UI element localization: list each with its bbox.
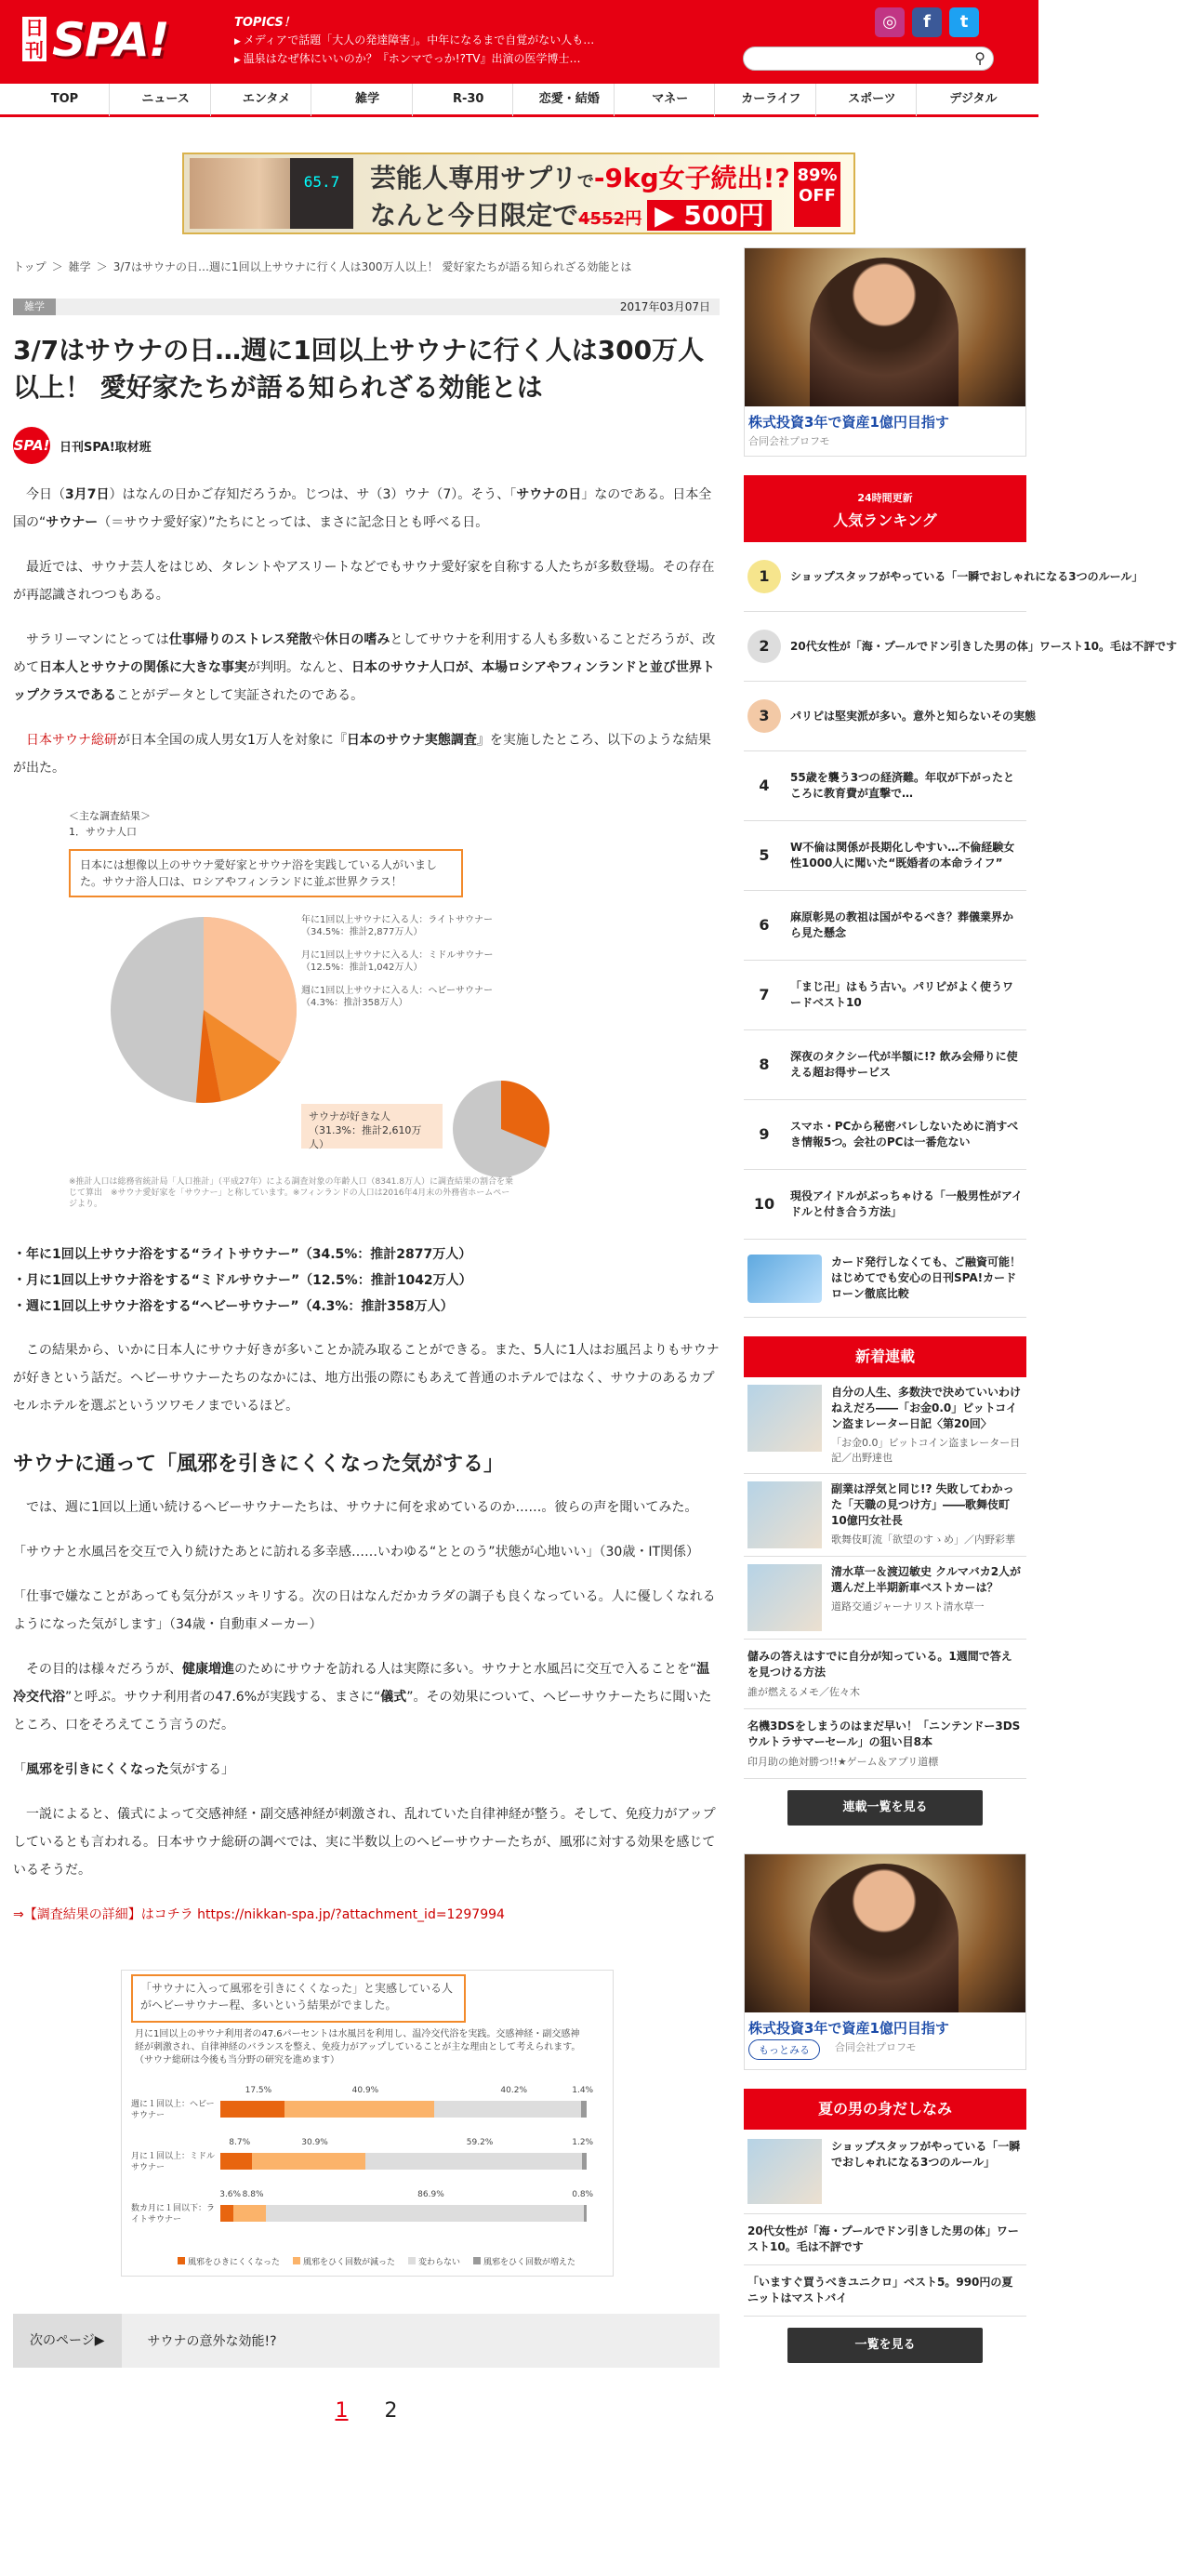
sidebar-ad[interactable] bbox=[744, 247, 1026, 457]
logo-spa: SPA! bbox=[52, 13, 169, 67]
main-nav bbox=[0, 84, 1038, 117]
bar-segment bbox=[434, 2101, 581, 2118]
ranking-item[interactable] bbox=[744, 1170, 1026, 1240]
series-title: 清水草一＆渡辺敏史 クルマバカ2人が選んだ上半期新車ベストカーは？ bbox=[831, 1565, 1022, 1594]
page-2[interactable]: 2 bbox=[384, 2399, 398, 2423]
ranking-item[interactable] bbox=[744, 542, 1144, 612]
series-title: 儲みの答えはすでに自分が知っている。1週間で答えを見つける方法 bbox=[747, 1650, 1012, 1679]
nav-entame[interactable]: エンタメ bbox=[222, 83, 311, 116]
legend-item: 変わらない bbox=[408, 2255, 460, 2267]
survey-detail-link[interactable]: ⇒【調査結果の詳細】はコチラ https://nikkan-spa.jp/?attachment_id=1297994 bbox=[13, 1907, 505, 1922]
bar-segment bbox=[252, 2153, 365, 2170]
pagination bbox=[13, 2399, 720, 2423]
series-item[interactable] bbox=[744, 1377, 1026, 1474]
stacked-bar bbox=[220, 2153, 587, 2170]
bar-value-label: 59.2% bbox=[466, 2138, 494, 2147]
list-item: ・年に1回以上サウナ浴をする“ライトサウナー”（34.5%：推計2877万人） bbox=[13, 1247, 472, 1262]
search-icon[interactable]: ⚲ bbox=[974, 49, 985, 67]
rank-title: W不倫は関係が長期化しやすい…不倫経験女性1000人に聞いた“既婚者の本命ライフ” bbox=[790, 841, 1015, 870]
bar-value-label: 30.9% bbox=[301, 2138, 328, 2147]
fig2-description: 月に1回以上のサウナ利用者の47.6パーセントは水風呂を利用し、温冷交代浴を実践。交感神経・副交感神経が刺激され、自律神経のバランスを整え、免疫力がアップしていることが主な理由として考えられます。（サウナ総研は今後も当分野の研究を進めます） bbox=[135, 2029, 581, 2065]
bar-segment bbox=[266, 2205, 584, 2222]
bar-segment bbox=[220, 2101, 284, 2118]
list-item: ・月に1回以上サウナ浴をする“ミドルサウナー”（12.5%：推計1042万人） bbox=[13, 1273, 472, 1288]
ad-discount: 89% OFF bbox=[794, 162, 840, 227]
credit-card-icon bbox=[747, 1255, 822, 1303]
bar-values bbox=[220, 2086, 594, 2099]
article-meta bbox=[13, 299, 720, 315]
banner-ad[interactable] bbox=[182, 153, 855, 234]
pie-chart bbox=[106, 912, 301, 1108]
fav-pie bbox=[450, 1078, 552, 1180]
bar-segment bbox=[582, 2153, 587, 2170]
paragraph: では、週に1回以上通い続けるヘビーサウナーたちは、サウナに何を求めているのか……。彼らの声を聞いてみた。 bbox=[13, 1500, 698, 1515]
rank-title: パリピは堅実派が多い。意外と知らないその実態 bbox=[790, 710, 1037, 723]
fig2-legend bbox=[178, 2255, 575, 2267]
page-1[interactable]: 1 bbox=[335, 2399, 349, 2423]
bar-segment bbox=[233, 2205, 266, 2222]
bar-segment bbox=[220, 2153, 252, 2170]
topic-link[interactable]: ▶ メディアで話題「大人の発達障害」。中年になるまで自覚がない人も… bbox=[234, 32, 594, 50]
search-box bbox=[743, 46, 994, 71]
ad-image bbox=[745, 248, 1025, 406]
rank-number: 8 bbox=[759, 1056, 770, 1073]
nav-money[interactable]: マネー bbox=[626, 83, 715, 116]
paragraph: 一説によると、儀式によって交感神経・副交感神経が刺激され、乱れていた自律神経が整う。そして、免疫力がアップしているとも言われる。日本サウナ総研の調べでは、実に半数以上のヘビーサウナーたちが、風邪に対する効果を感じているそうだ。 bbox=[13, 1807, 716, 1878]
ad-title: 株式投資3年で資産1億円目指す bbox=[748, 414, 949, 431]
cold-effect-figure[interactable] bbox=[121, 1970, 614, 2277]
series-item[interactable] bbox=[744, 1474, 1026, 1557]
summer-item[interactable]: ショップスタッフがやっている「一瞬でおしゃれになる3つのルール」 bbox=[744, 2130, 1026, 2214]
bar-row-middle bbox=[131, 2134, 596, 2186]
breadcrumb-category[interactable]: 雑学 bbox=[68, 260, 91, 273]
follow-button[interactable]: もっとみる bbox=[748, 2039, 820, 2060]
bar-row-label: 週に１回以上：ヘビーサウナー bbox=[131, 2100, 215, 2120]
pie-label-heavy: 週に1回以上サウナに入る人：ヘビーサウナー （4.3%：推計358万人） bbox=[301, 986, 493, 1008]
quote: 「サウナと水風呂を交互で入り続けたあとに訪れる多幸感……いわゆる“ととのう”状態が心地いい」（30歳・IT関係） bbox=[13, 1545, 699, 1560]
social-links bbox=[875, 7, 979, 37]
summer-item[interactable]: 「いますぐ買うべきユニクロ」ベスト5。990円の夏ニットはマストバイ bbox=[744, 2265, 1026, 2317]
series-item[interactable] bbox=[744, 1640, 1026, 1709]
sidebar bbox=[744, 247, 1177, 2374]
topics-label: TOPICS！ bbox=[234, 16, 296, 30]
fig-highlight-box: 日本には想像以上のサウナ愛好家とサウナ浴を実践している人がいました。サウナ浴人口は、ロシアやフィンランドに並ぶ世界クラス！ bbox=[69, 849, 463, 897]
section-heading: サウナに通って「風邪を引きにくくなった気がする」 bbox=[13, 1453, 505, 1476]
paragraph: サラリーマンにとっては仕事帰りのストレス発散や休日の嗜みとしてサウナを利用する人も多数いることだろうが、改めて日本人とサウナの関係に大きな事実が判明。なんと、日本のサウナ人口が、本場ロシアやフィンランドと並び世界トップクラスであることがデータとして実証されたのである。 bbox=[13, 632, 716, 703]
ad-title: 株式投資3年で資産1億円目指す bbox=[748, 2020, 949, 2037]
series-name: 「お金0.0」ビットコイン盗まレーター日記／出野達也 bbox=[831, 1437, 1021, 1464]
legend-item: 風邪をひきにくくなった bbox=[178, 2255, 280, 2267]
rank-number: 4 bbox=[759, 777, 770, 794]
ad-sponsor: 合同会社プロフモ bbox=[748, 435, 830, 447]
rank-title: 20代女性が「海・プールでドン引きした男の体」ワースト10。毛は不評です bbox=[790, 640, 1177, 653]
ad-scale: 65.7 bbox=[290, 158, 353, 229]
card-loan-ad[interactable]: カード発行しなくても、ご融資可能！はじめてでも安心の日刊SPA!カードローン徹底比較 bbox=[744, 1240, 1026, 1318]
bar-value-label: 3.6% bbox=[219, 2190, 242, 2199]
rank-number: 5 bbox=[759, 846, 770, 864]
rank-title: 麻原彰晃の教祖は国がやるべき？葬儀業界から見た懸念 bbox=[790, 910, 1014, 939]
bar-segment bbox=[220, 2205, 233, 2222]
ranking-item[interactable] bbox=[744, 612, 1177, 682]
rank-number: 7 bbox=[759, 986, 770, 1003]
nav-news[interactable]: ニュース bbox=[122, 83, 211, 116]
bar-row-light bbox=[131, 2186, 596, 2238]
stacked-bar bbox=[220, 2205, 587, 2222]
ranking-item[interactable] bbox=[744, 1030, 1026, 1100]
series-name: 道路交通ジャーナリスト清水草一 bbox=[831, 1600, 985, 1613]
next-page-link[interactable] bbox=[13, 2314, 720, 2368]
series-title: 副業は浮気と同じ!? 失敗してわかった「天職の見つけ方」――歌舞伎町10億円女社長 bbox=[831, 1482, 1014, 1527]
author-name[interactable]: 日刊SPA!取材班 bbox=[60, 440, 152, 455]
ranking-header: 24時間更新 人気ランキング bbox=[744, 475, 1026, 542]
paragraph: 最近では、サウナ芸人をはじめ、タレントやアスリートなどでもサウナ愛好家を自称する人たちが多数登場。その存在が再認識されつつもある。 bbox=[13, 560, 715, 603]
fig-caption: ＜主な調査結果＞ bbox=[69, 810, 151, 822]
topic-link[interactable]: ▶ 温泉はなぜ体にいいのか？『ホンマでっか!?TV』出演の医学博士… bbox=[234, 50, 594, 69]
series-title: 自分の人生、多数決で決めていいわけねえだろ――「お金0.0」ビットコイン盗まレーター日記〈第20回〉 bbox=[831, 1386, 1022, 1430]
result-list bbox=[13, 1242, 720, 1320]
rank-number: 1 bbox=[747, 560, 781, 593]
bar-value-label: 1.2% bbox=[572, 2138, 594, 2147]
bar-value-label: 0.8% bbox=[572, 2190, 594, 2199]
survey-figure[interactable] bbox=[69, 808, 655, 1236]
paragraph: 日本サウナ総研が日本全国の成人男女1万人を対象に『日本のサウナ実態調査』を実施したところ、以下のような結果が出た。 bbox=[13, 733, 711, 776]
nav-r30[interactable]: R-30 bbox=[424, 83, 513, 116]
ranking-item[interactable] bbox=[744, 961, 1026, 1030]
ranking-item[interactable] bbox=[744, 751, 1026, 821]
bar-values bbox=[220, 2138, 594, 2151]
summer-header: 夏の男の身だしなみ bbox=[744, 2089, 1026, 2130]
pie-label-middle: 月に1回以上サウナに入る人：ミドルサウナー （12.5%：推計1,042万人） bbox=[301, 950, 494, 973]
nav-carlife[interactable]: カーライフ bbox=[727, 83, 816, 116]
fig-note: ※推計人口は総務省統計局「人口推計」（平成27年）による調査対象の年齢人口（8341.8万人）に調査結果の割合を乗じて算出 ※サウナ愛好家を「サウナー」と称しています。※フィンランドの人口は2016年4月末の外務省ホームページより。 bbox=[69, 1177, 513, 1209]
ad-image bbox=[745, 1854, 1025, 2012]
item-thumbnail bbox=[747, 2139, 822, 2204]
article-main bbox=[13, 247, 720, 2423]
paragraph: 今日（3月7日）はなんの日かご存知だろうか。じつは、サ（3）ウナ（7）。そう、「サウナの日」なのである。日本全国の“サウナー（＝サウナ愛好家）”たちにとっては、まさに記念日とも呼べる日。 bbox=[13, 487, 712, 530]
nav-digital[interactable]: デジタル bbox=[949, 91, 998, 106]
rank-title: ショップスタッフがやっている「一瞬でおしゃれになる3つのルール」 bbox=[790, 570, 1144, 583]
series-item[interactable] bbox=[744, 1709, 1026, 1779]
ranking-item[interactable] bbox=[744, 682, 1037, 751]
breadcrumb-current: 3/7はサウナの日…週に1回以上サウナに行く人は300万人以上！ 愛好家たちが語る知られざる効能とは bbox=[112, 260, 632, 273]
sidebar-ad-2[interactable] bbox=[744, 1853, 1026, 2070]
bar-row-label: 月に１回以上：ミドルサウナー bbox=[131, 2152, 216, 2172]
new-series-header: 新着連載 bbox=[744, 1336, 1026, 1377]
site-header bbox=[0, 0, 1038, 84]
series-title: 名機3DSをしまうのはまだ早い！「ニンテンドー3DS ウルトラサマーセール」の狙い目8本 bbox=[747, 1720, 1021, 1748]
search-input[interactable] bbox=[755, 49, 959, 70]
fig-subcaption: 1．サウナ人口 bbox=[69, 826, 137, 838]
item-thumbnail bbox=[747, 1564, 822, 1631]
bar-segment bbox=[365, 2153, 582, 2170]
list-item: ・週に1回以上サウナ浴をする“ヘビーサウナー”（4.3%：推計358万人） bbox=[13, 1299, 454, 1314]
bar-segment bbox=[584, 2205, 587, 2222]
ranking-item[interactable] bbox=[744, 821, 1026, 891]
twitter-icon[interactable]: t bbox=[949, 7, 979, 37]
topics bbox=[234, 15, 594, 69]
publish-date: 2017年03月07日 bbox=[619, 300, 710, 313]
bar-value-label: 86.9% bbox=[417, 2190, 444, 2199]
rank-number: 9 bbox=[759, 1125, 770, 1143]
bar-values bbox=[219, 2190, 594, 2203]
rank-number: 2 bbox=[747, 630, 781, 663]
nav-renai[interactable]: 恋愛・結婚 bbox=[525, 83, 615, 116]
series-item[interactable] bbox=[744, 1557, 1026, 1640]
rank-number: 6 bbox=[759, 916, 770, 934]
bar-value-label: 40.9% bbox=[351, 2086, 379, 2095]
bar-value-label: 8.8% bbox=[242, 2190, 264, 2199]
summer-item[interactable]: 20代女性が「海・プールでドン引きした男の体」ワースト10。毛は不評です bbox=[744, 2214, 1026, 2265]
bar-value-label: 17.5% bbox=[245, 2086, 272, 2095]
bar-value-label: 1.4% bbox=[572, 2086, 594, 2095]
rank-title: 現役アイドルがぶっちゃける「一般男性がアイドルと付き合う方法」 bbox=[790, 1189, 1023, 1218]
next-page-label: 次のページ▶ bbox=[13, 2314, 122, 2368]
breadcrumb: トップ ＞ 雑学 ＞ 3/7はサウナの日…週に1回以上サウナに行く人は300万人以上！ 愛好家たちが語る知られざる効能とは bbox=[13, 260, 632, 273]
bar-segment bbox=[581, 2101, 587, 2118]
next-page-title: サウナの意外な効能!? bbox=[147, 2334, 277, 2349]
item-thumbnail bbox=[747, 1385, 822, 1452]
bar-row-heavy bbox=[131, 2082, 596, 2134]
category-badge[interactable]: 雑学 bbox=[13, 299, 56, 315]
item-thumbnail bbox=[747, 1481, 822, 1548]
ranking-item[interactable] bbox=[744, 1100, 1026, 1170]
series-name: 誰が燃えるメモ／佐々木 bbox=[747, 1686, 860, 1698]
author-avatar: SPA! bbox=[13, 427, 50, 464]
paragraph: この結果から、いかに日本人にサウナ好きが多いことか読み取ることができる。また、5人に1人はお風呂よりもサウナが好きという話だ。ヘビーサウナーたちのなかには、地方出張の際にもあえて普通のホテルではなく、サウナのあるカプセルホテルを選ぶというツワモノまでいるほど。 bbox=[13, 1343, 720, 1414]
nav-top[interactable]: TOP bbox=[20, 83, 110, 116]
ad-headline: 芸能人専用サプリで-9kg女子続出!? bbox=[370, 163, 790, 193]
ranking-item[interactable] bbox=[744, 891, 1026, 961]
instagram-icon[interactable]: ◎ bbox=[875, 7, 905, 37]
legend-item: 風邪をひく回数が増えた bbox=[473, 2255, 575, 2267]
facebook-icon[interactable]: f bbox=[912, 7, 942, 37]
rank-title: 「まじ卍」はもう古い。パリピがよく使うワードベスト10 bbox=[790, 980, 1014, 1009]
breadcrumb-top[interactable]: トップ bbox=[13, 260, 46, 273]
paragraph: その目的は様々だろうが、健康増進のためにサウナを訪れる人は実際に多い。サウナと水風呂に交互で入ることを“温冷交代浴”と呼ぶ。サウナ利用者の47.6%が実践する、まさに“儀式”。その効果について、ヘビーサウナーたちに聞いたところ、口をそろえてこう言うのだ。 bbox=[13, 1662, 712, 1733]
stacked-bar bbox=[220, 2101, 587, 2118]
series-list-button[interactable]: 連載一覧を見る bbox=[787, 1790, 983, 1826]
rank-title: 55歳を襲う3つの経済難。年収が下がったところに教育費が直撃で… bbox=[790, 771, 1015, 800]
quote: 「仕事で嫌なことがあっても気分がスッキリする。次の日はなんだかカラダの調子も良くなっている。人に優しくなれるようになった気がします」（34歳・自動車メーカー） bbox=[13, 1589, 716, 1632]
series-name: 歌舞伎町流「欲望のすゝめ」／内野彩華 bbox=[831, 1534, 1015, 1546]
rank-number: 3 bbox=[747, 699, 781, 733]
rank-number: 10 bbox=[753, 1195, 775, 1213]
site-logo[interactable] bbox=[22, 13, 182, 71]
author bbox=[13, 427, 720, 464]
legend-item: 風邪をひく回数が減った bbox=[293, 2255, 395, 2267]
ad-subline: なんと今日限定で4552円 ▶ 500円 bbox=[370, 195, 772, 232]
bar-segment bbox=[284, 2101, 434, 2118]
pie-label-light: 年に1回以上サウナに入る人：ライトサウナー （34.5%：推計2,877万人） bbox=[301, 915, 494, 937]
new-series-list bbox=[744, 1377, 1026, 1779]
bar-value-label: 8.7% bbox=[229, 2138, 251, 2147]
series-name: 印月助の絶対勝つ!!★ゲーム＆アプリ道標 bbox=[747, 1756, 939, 1768]
nav-sports[interactable]: スポーツ bbox=[827, 83, 917, 116]
rank-title: 深夜のタクシー代が半額に!? 飲み会帰りに使える超お得サービス bbox=[790, 1050, 1018, 1079]
rank-title: スマホ・PCから秘密バレしないために消すべき情報5つ。会社のPCは一番危ない bbox=[790, 1120, 1019, 1149]
nav-zatsugaku[interactable]: 雑学 bbox=[324, 83, 413, 116]
fig2-heading: 「サウナに入って風邪を引きにくくなった」と実感している人がヘビーサウナー程、多いという結果がでました。 bbox=[131, 1974, 466, 2023]
ranking-list bbox=[744, 542, 1177, 1240]
bar-row-label: 数カ月に１回以下：ライトサウナー bbox=[131, 2204, 216, 2224]
article-title: 3/7はサウナの日…週に1回以上サウナに行く人は300万人以上！ 愛好家たちが語る知られざる効能とは bbox=[13, 335, 705, 403]
summer-list-button[interactable]: 一覧を見る bbox=[787, 2328, 983, 2363]
logo-nikkan: 日刊 bbox=[22, 17, 46, 61]
fav-label: サウナが好きな人 （31.3%：推計2,610万人） bbox=[301, 1104, 443, 1149]
quote: 「風邪を引きにくくなった気がする」 bbox=[13, 1762, 234, 1777]
ad-sponsor: 合同会社プロフモ bbox=[835, 2041, 917, 2053]
sauna-soken-link[interactable]: 日本サウナ総研 bbox=[26, 733, 117, 748]
bar-value-label: 40.2% bbox=[500, 2086, 527, 2095]
